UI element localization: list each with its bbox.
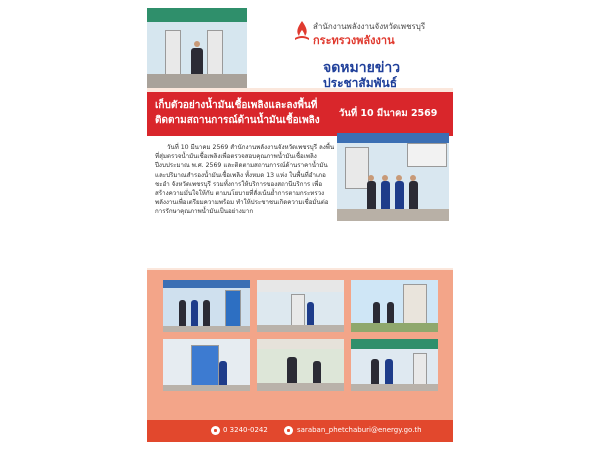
body-paragraph: วันที่ 10 มีนาคม 2569 สำนักงานพลังงานจังหวัดเพชรบุรี ลงพื้นที่สุ่มตรวจน้ำมันเชื้อเพลิงเพื่อตรวจสอบคุณภาพน้ำมันเชื้อเพลิงปีงบประมาณ พ.ศ. 2569 และติดตามสถานการณ์ด้านราคาน้ำมันและปริมาณสำรองน้ำมันเชื้อเพลิง ทั้งหมด 13 แห่ง ในพื้นที่อำเภอชะอำ จังหวัดเพชรบุรี รวมทั้งการให้บริการของสถานีบริการ เพื่อสร้างความมั่นใจให้กับ ตามนโยบายที่สั่งเน้นย้ำการตามกระทรวงพลังงานเพื่อเตรียมความพร้อม ทำให้ประชาชนเกิดความเชื่อมั่นต่อการรักษาคุณภาพน้ำมันเป็นอย่างมาก [155,144,335,216]
header-photo [147,8,247,88]
ministry-logo-icon [293,20,311,42]
headline-date: วันที่ 10 มีนาคม 2569 [339,108,438,119]
email-icon [284,426,293,435]
office-name: สำนักงานพลังงานจังหวัดเพชรบุรี [313,22,426,31]
ministry-name: กระทรวงพลังงาน [313,34,395,47]
newsletter-subtitle: ประชาสัมพันธ์ [323,76,398,90]
newsletter-title: จดหมายข่าว [323,60,401,76]
footer-phone: 0 3240-0242 [223,426,268,434]
phone-icon [211,426,220,435]
gallery-photo [257,280,344,332]
gallery-photo [163,339,250,391]
gallery-photo [257,339,344,391]
gallery-photo [351,339,438,391]
main-photo [337,133,449,221]
footer-email: saraban_phetchaburi@energy.go.th [297,426,422,434]
gallery-photo [351,280,438,332]
headline-title: เก็บตัวอย่างน้ำมันเชื้อเพลิงและลงพื้นที่ ติดตามสถานการณ์ด้านน้ำมันเชื้อเพลิง [155,100,320,126]
gallery-photo [163,280,250,332]
